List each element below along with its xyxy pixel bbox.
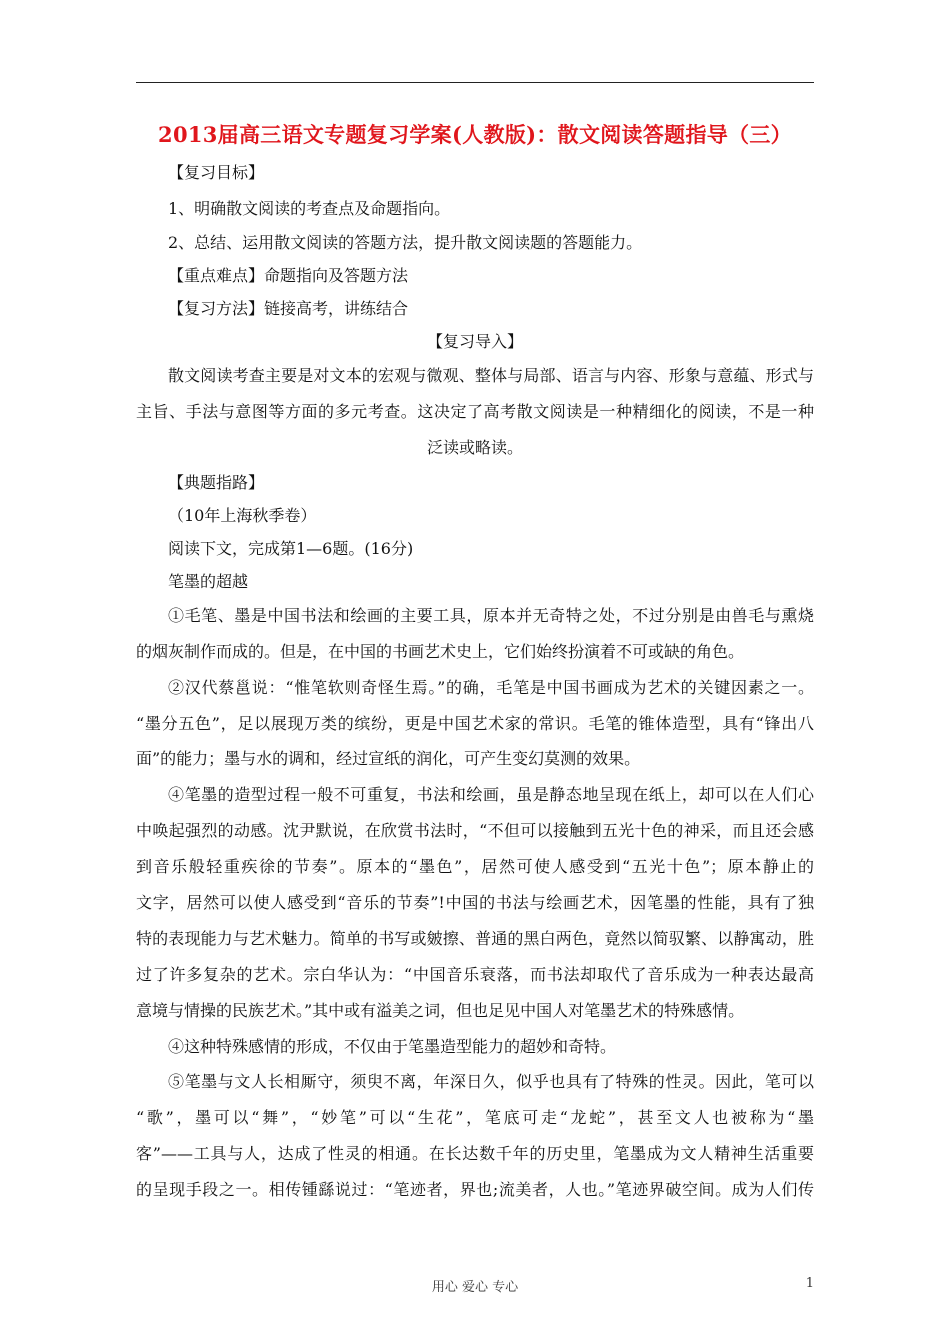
essay-line: 中唤起强烈的动感。沈尹默说，在欣赏书法时，“不但可以接触到五光十色的神采，而且还会感 [136, 821, 814, 840]
essay-line: 的烟灰制作而成的。但是，在中国的书画艺术史上，它们始终扮演着不可或缺的角色。 [136, 642, 745, 661]
intro-heading: 【复习导入】 [426, 332, 523, 351]
essay-line: 文字，居然可以使人感受到“音乐的节奏”!中国的书法与绘画艺术，因笔墨的性能，具有了独 [136, 893, 814, 912]
intro-line-2: 主旨、手法与意图等方面的多元考查。这决定了高考散文阅读是一种精细化的阅读，不是一种 [136, 402, 814, 421]
essay-line: 的呈现手段之一。相传锺繇说过：“笔迹者，界也;流美者，人也。”笔迹界破空间。成为人们传 [136, 1180, 814, 1199]
essay-title: 笔墨的超越 [168, 572, 249, 591]
essay-line: ②汉代蔡邕说：“惟笔软则奇怪生焉。”的确，毛笔是中国书画成为艺术的关键因素之一。 [168, 678, 814, 697]
essay-line: ①毛笔、墨是中国书法和绘画的主要工具，原本并无奇特之处，不过分别是由兽毛与熏烧 [168, 606, 814, 625]
essay-line: 面”的能力；墨与水的调和，经过宣纸的润化，可产生变幻莫测的效果。 [136, 749, 641, 768]
review-goal-2: 2、总结、运用散文阅读的答题方法，提升散文阅读题的答题能力。 [168, 233, 643, 252]
essay-line: ④这种特殊感情的形成，不仅由于笔墨造型能力的超妙和奇特。 [168, 1037, 617, 1056]
exam-instruction: 阅读下文，完成第1—6题。(16分) [168, 539, 414, 558]
essay-line: “歌”，墨可以“舞”，“妙笔”可以“生花”，笔底可走“龙蛇”，甚至文人也被称为“墨 [136, 1108, 814, 1127]
essay-line: 到音乐般轻重疾徐的节奏”。原本的“墨色”，居然可使人感受到“五光十色”；原本静止的 [136, 857, 814, 876]
essay-line: “墨分五色”，足以展现万类的缤纷，更是中国艺术家的常识。毛笔的锥体造型，具有“锋出八 [136, 714, 814, 733]
header-rule [136, 82, 814, 83]
document-title: 2013届高三语文专题复习学案(人教版)：散文阅读答题指导（三） [158, 122, 792, 147]
essay-line: 过了许多复杂的艺术。宗白华认为：“中国音乐衰落，而书法却取代了音乐成为一种表达最高 [136, 965, 814, 984]
essay-line: 意境与情操的民族艺术。”其中或有溢美之词，但也足见中国人对笔墨艺术的特殊感情。 [136, 1001, 745, 1020]
essay-line: ④笔墨的造型过程一般不可重复，书法和绘画，虽是静态地呈现在纸上，却可以在人们心 [168, 785, 814, 804]
page-footer: 用心 爱心 专心 [431, 1280, 519, 1295]
intro-line-3: 泛读或略读。 [426, 438, 523, 457]
exam-source: （10年上海秋季卷） [168, 506, 317, 525]
key-points: 【重点难点】命题指向及答题方法 [168, 266, 409, 285]
page-number: 1 [805, 1276, 814, 1291]
essay-line: 特的表现能力与艺术魅力。简单的书写或皴擦、普通的黑白两色，竟然以简驭繁、以静寓动，胜 [136, 929, 814, 948]
example-heading: 【典题指路】 [168, 473, 265, 492]
review-goal-1: 1、明确散文阅读的考查点及命题指向。 [168, 199, 451, 218]
essay-line: ⑤笔墨与文人长相厮守，须臾不离，年深日久，似乎也具有了特殊的性灵。因此，笔可以 [168, 1072, 814, 1091]
review-goal-heading: 【复习目标】 [168, 163, 265, 182]
review-method: 【复习方法】链接高考，讲练结合 [168, 299, 409, 318]
essay-line: 客”——工具与人，达成了性灵的相通。在长达数千年的历史里，笔墨成为文人精神生活重要 [136, 1144, 814, 1163]
intro-line-1: 散文阅读考查主要是对文本的宏观与微观、整体与局部、语言与内容、形象与意蕴、形式与 [168, 366, 814, 385]
